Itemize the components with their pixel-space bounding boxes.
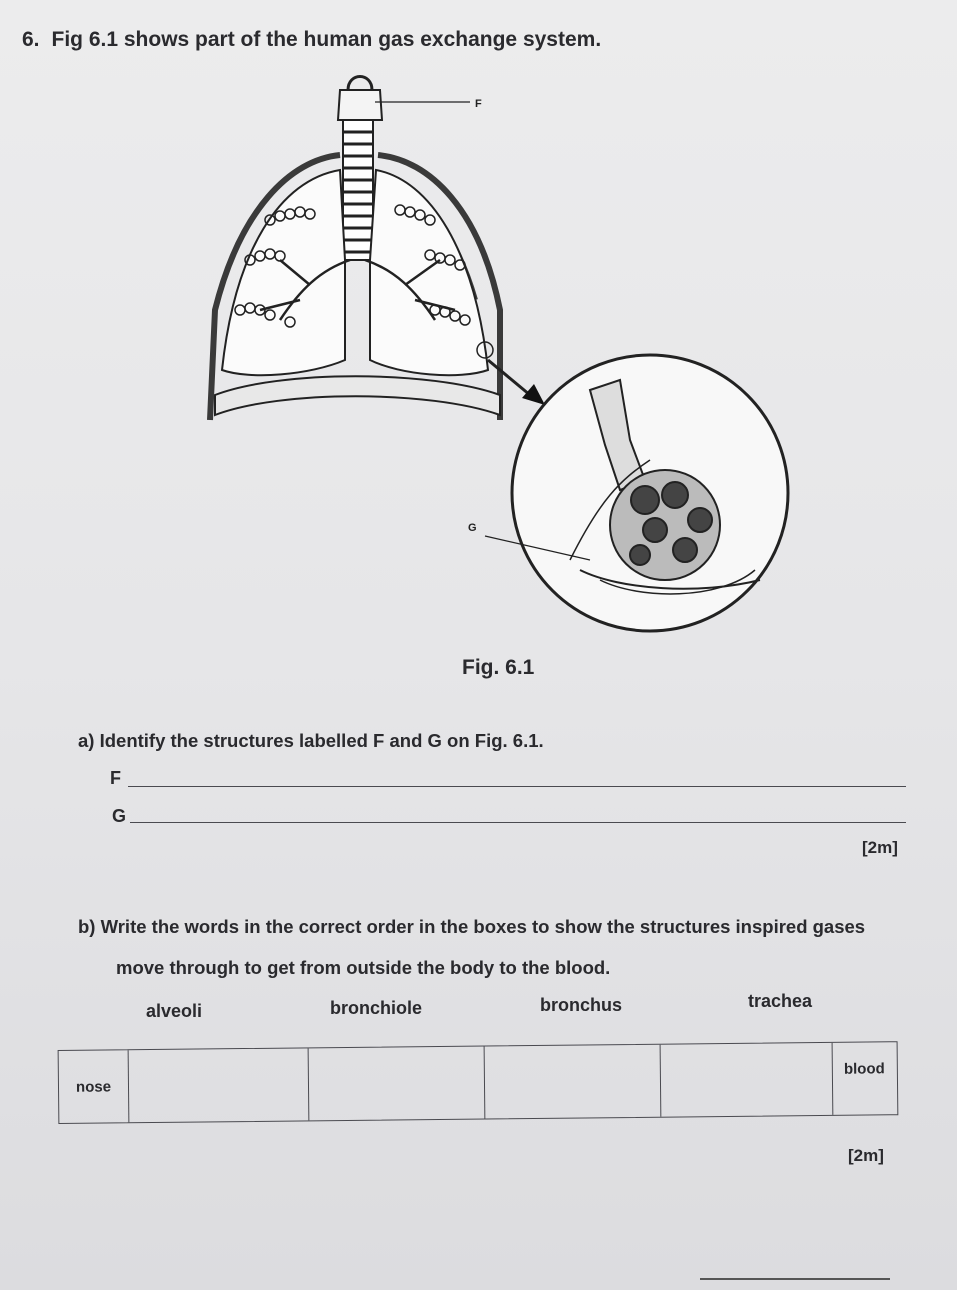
gas-exchange-figure <box>200 60 800 640</box>
answer-g-line[interactable] <box>130 822 906 823</box>
part-a-marks: [2m] <box>862 838 898 857</box>
diaphragm-drawing <box>215 376 500 415</box>
part-b-marks: [2m] <box>848 1146 884 1165</box>
label-g: G <box>468 522 477 534</box>
trachea-drawing <box>343 120 373 260</box>
right-lung-drawing <box>370 170 488 375</box>
part-b-line-2: move through to get from outside the body to the blood. <box>116 957 611 978</box>
part-a-question: a) Identify the structures labelled F and G on Fig. 6.1. <box>78 730 544 751</box>
label-f: F <box>475 98 482 110</box>
word-trachea: trachea <box>748 991 813 1011</box>
answer-g-label: G <box>112 806 127 826</box>
answer-f-label: F <box>110 768 121 788</box>
answer-box-4[interactable] <box>661 1043 834 1117</box>
larynx-drawing <box>338 77 382 121</box>
word-alveoli: alveoli <box>146 1001 203 1021</box>
box-nose: nose <box>59 1050 130 1123</box>
box-blood: blood <box>843 1060 885 1078</box>
question-text: Fig 6.1 shows part of the human gas exchange system. <box>51 28 602 51</box>
left-lung-drawing <box>222 170 345 375</box>
page-bottom-rule <box>700 1278 890 1280</box>
answer-box-row <box>58 1041 899 1124</box>
answer-box-3[interactable] <box>485 1045 662 1119</box>
question-number: 6. <box>22 28 40 51</box>
word-bronchiole: bronchiole <box>330 998 423 1018</box>
figure-caption: Fig. 6.1 <box>462 656 535 679</box>
word-bronchus: bronchus <box>540 995 623 1015</box>
question-title <box>22 28 601 52</box>
answer-box-2[interactable] <box>309 1047 486 1121</box>
part-b-line-1: b) Write the words in the correct order in the boxes to show the structures inspired gases <box>78 916 866 937</box>
answer-f-line[interactable] <box>128 786 906 787</box>
answer-box-1[interactable] <box>129 1048 310 1122</box>
part-b-question <box>78 906 938 988</box>
